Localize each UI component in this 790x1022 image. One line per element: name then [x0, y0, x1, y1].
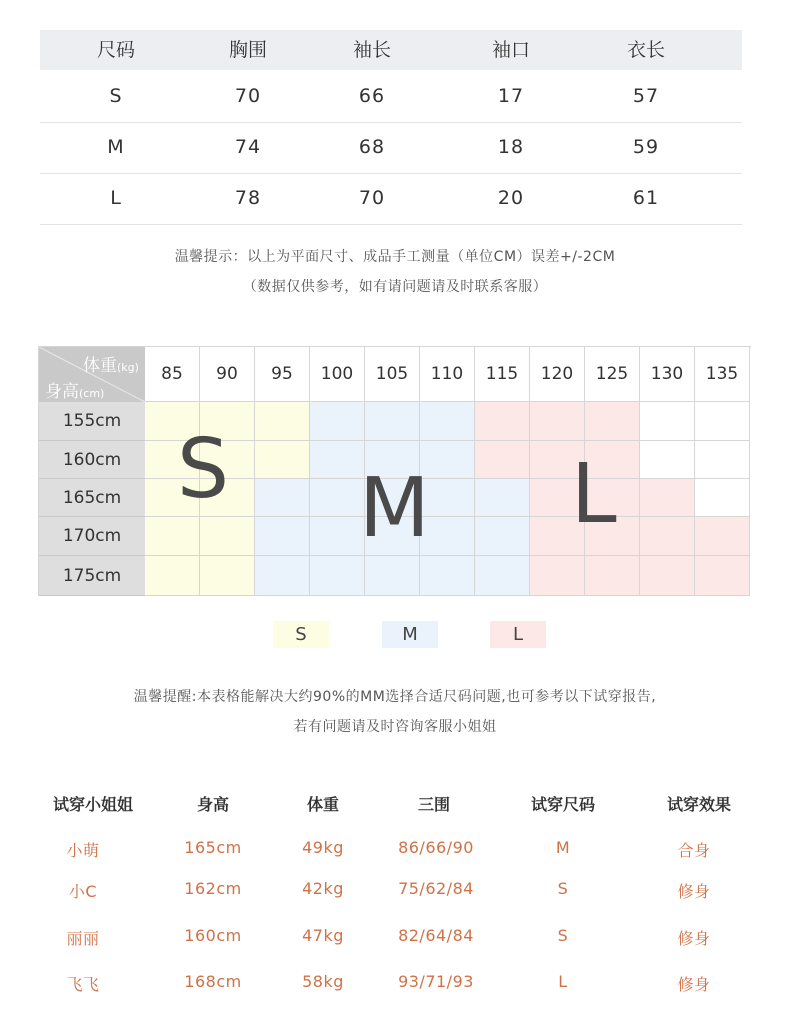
big-size-S: S — [177, 422, 230, 517]
height-unit: (cm) — [79, 387, 105, 400]
reminder-note: 温馨提醒:本表格能解决大约90%的MM选择合适尺码问题,也可参考以下试穿报告, — [133, 689, 657, 705]
size-recommendation-grid — [38, 346, 751, 596]
fit-cell: S — [557, 879, 569, 898]
size-grid-cell — [420, 402, 475, 441]
size-grid-cell — [640, 556, 695, 596]
size-grid-cell — [475, 556, 530, 596]
size-grid-cell — [420, 556, 475, 596]
size-grid-cell — [255, 556, 310, 596]
weight-header-cell: 85 — [145, 347, 200, 402]
chest-cell: 70 — [234, 85, 262, 107]
size-grid-cell — [640, 402, 695, 441]
legend-L: L — [490, 621, 546, 648]
measurement-note: 温馨提示：以上为平面尺寸、成品手工测量（单位CM）误差+/-2CM — [174, 249, 616, 265]
header-length: 衣长 — [626, 39, 665, 61]
size-grid-cell — [475, 517, 530, 556]
size-grid-cell — [640, 441, 695, 479]
weight-axis-label — [83, 351, 139, 376]
size-cell: S — [109, 85, 123, 107]
legend-S: S — [273, 621, 329, 648]
weight-header-cell: 110 — [420, 347, 475, 402]
height-header-cell: 165cm — [39, 479, 145, 517]
size-row — [40, 71, 742, 123]
header-size: 尺码 — [96, 39, 135, 61]
size-grid-cell — [640, 517, 695, 556]
fit-cell: S — [557, 926, 569, 945]
cuff-cell: 18 — [497, 136, 525, 158]
size-grid-cell — [365, 556, 420, 596]
fit-cell: M — [555, 838, 571, 857]
size-row — [40, 122, 742, 174]
size-grid-cell — [310, 402, 365, 441]
fit-cell: 168cm — [184, 972, 242, 991]
height-axis-label — [45, 377, 104, 402]
size-cell: L — [110, 187, 122, 209]
fit-cell: 47kg — [302, 926, 344, 945]
length-cell: 59 — [632, 136, 660, 158]
weight-header-cell: 130 — [640, 347, 695, 402]
header-cuff: 袖口 — [491, 39, 530, 61]
sleeve-cell: 66 — [358, 85, 386, 107]
size-grid-cell — [475, 479, 530, 517]
fit-header-size: 试穿尺码 — [530, 795, 595, 814]
size-grid-cell — [695, 402, 750, 441]
height-header-cell: 160cm — [39, 441, 145, 479]
size-grid-cell — [255, 479, 310, 517]
size-grid-cell — [475, 402, 530, 441]
legend-M: M — [382, 621, 438, 648]
size-grid-cell — [585, 556, 640, 596]
size-grid-cell — [640, 479, 695, 517]
fit-header-weight: 体重 — [306, 795, 339, 814]
fit-cell: 修身 — [677, 882, 711, 901]
fit-cell: 42kg — [302, 879, 344, 898]
fit-header-model: 试穿小姐姐 — [52, 795, 133, 814]
big-size-M: M — [359, 461, 430, 556]
size-grid-cell — [585, 402, 640, 441]
length-cell: 61 — [632, 187, 660, 209]
size-cell: M — [107, 136, 125, 158]
fit-cell: 58kg — [302, 972, 344, 991]
size-grid-cell — [695, 556, 750, 596]
size-grid-cell — [475, 441, 530, 479]
grid-corner — [39, 347, 145, 402]
fit-cell: 合身 — [677, 841, 711, 860]
weight-unit: (kg) — [117, 361, 139, 374]
size-grid-cell — [200, 556, 255, 596]
weight-header-cell: 120 — [530, 347, 585, 402]
fit-cell: 93/71/93 — [398, 972, 474, 991]
weight-header-cell: 90 — [200, 347, 255, 402]
fit-cell: 86/66/90 — [398, 838, 474, 857]
sleeve-cell: 70 — [358, 187, 386, 209]
size-grid-cell — [145, 517, 200, 556]
weight-header-cell: 105 — [365, 347, 420, 402]
weight-header-cell: 100 — [310, 347, 365, 402]
size-grid-cell — [200, 517, 255, 556]
height-header-cell: 155cm — [39, 402, 145, 441]
height-header-cell: 175cm — [39, 556, 145, 596]
size-grid-cell — [255, 517, 310, 556]
size-grid-cell — [530, 556, 585, 596]
size-grid-cell — [255, 402, 310, 441]
size-grid-cell — [695, 517, 750, 556]
fit-cell: 49kg — [302, 838, 344, 857]
length-cell: 57 — [632, 85, 660, 107]
fit-cell: 丽丽 — [66, 929, 100, 948]
weight-header-cell: 115 — [475, 347, 530, 402]
reference-note: （数据仅供参考，如有请问题请及时联系客服） — [242, 279, 548, 295]
fit-cell: 160cm — [184, 926, 242, 945]
chest-cell: 78 — [234, 187, 262, 209]
chest-cell: 74 — [234, 136, 262, 158]
sleeve-cell: 68 — [358, 136, 386, 158]
size-grid-cell — [145, 556, 200, 596]
big-size-L: L — [571, 447, 617, 542]
weight-label: 体重 — [83, 356, 117, 376]
size-grid-cell — [310, 556, 365, 596]
size-table-header — [40, 30, 742, 70]
size-grid-cell — [695, 479, 750, 517]
fit-cell: 165cm — [184, 838, 242, 857]
fit-header-measurements: 三围 — [417, 795, 450, 814]
size-grid-cell — [310, 517, 365, 556]
fit-cell: 小萌 — [66, 841, 100, 860]
size-grid-cell — [310, 479, 365, 517]
weight-header-cell: 125 — [585, 347, 640, 402]
fit-cell: 小C — [68, 882, 98, 901]
size-grid-cell — [365, 402, 420, 441]
fit-header-effect: 试穿效果 — [666, 795, 731, 814]
size-grid-cell — [695, 441, 750, 479]
header-sleeve-length: 袖长 — [352, 39, 391, 61]
size-grid-cell — [530, 402, 585, 441]
height-header-cell: 170cm — [39, 517, 145, 556]
cuff-cell: 17 — [497, 85, 525, 107]
size-grid-cell — [310, 441, 365, 479]
weight-header-cell: 95 — [255, 347, 310, 402]
fit-cell: 75/62/84 — [398, 879, 474, 898]
fit-cell: 修身 — [677, 975, 711, 994]
cuff-cell: 20 — [497, 187, 525, 209]
size-row — [40, 173, 742, 225]
header-chest: 胸围 — [228, 39, 267, 61]
fit-cell: 82/64/84 — [398, 926, 474, 945]
fit-cell: 修身 — [677, 929, 711, 948]
contact-note: 若有问题请及时咨询客服小姐姐 — [293, 719, 497, 735]
fit-header-height: 身高 — [196, 795, 229, 814]
fit-cell: L — [558, 972, 568, 991]
fit-cell: 162cm — [184, 879, 242, 898]
size-grid-cell — [255, 441, 310, 479]
weight-header-cell: 135 — [695, 347, 750, 402]
height-label: 身高 — [45, 382, 79, 402]
fit-cell: 飞飞 — [66, 975, 100, 994]
